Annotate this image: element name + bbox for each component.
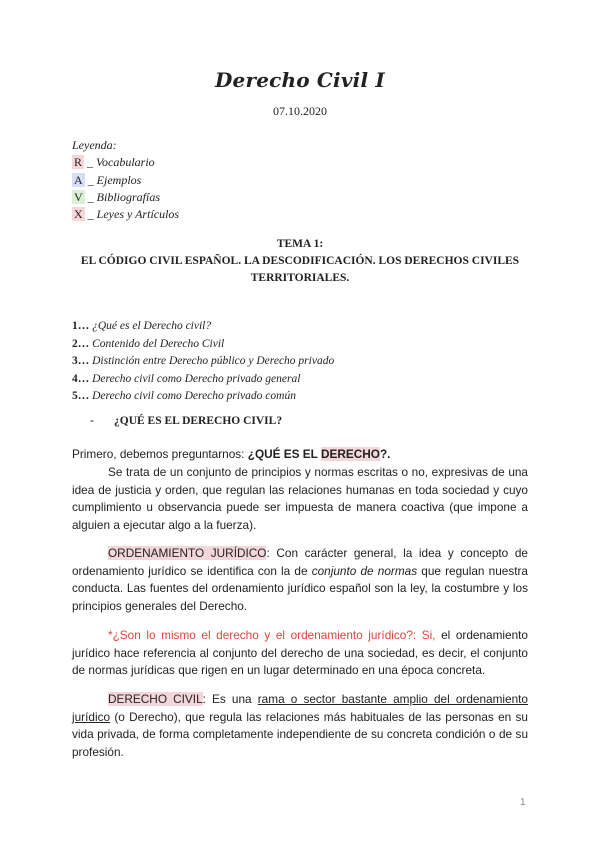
derecho-civil-text-end: (o Derecho), que regula las relaciones más habituales de las personas en su vida privada, de forma completamente independiente de su concreta condición o de su profesión. [72,709,528,759]
legend-item-ejemplos [72,172,179,189]
toc-number: 5… [72,390,90,403]
toc-text: Contenido del Derecho Civil [89,337,225,350]
italic-conjunto-de-normas: conjunto de normas [311,563,418,578]
legend [72,137,179,223]
ordenamiento-text-end: que regulan nuestra conducta. Las fuentes del ordenamiento jurídico español son la ley, la costumbre y los principios generales del Derecho. [72,563,528,613]
toc-text: ¿Qué es el Derecho civil? [89,320,212,332]
tema-heading [60,236,540,287]
legend-item-vocabulario [72,154,179,171]
toc-item [72,388,334,406]
tema-title-line1: EL CÓDIGO CIVIL ESPAÑOL. LA DESCODIFICACIÓN. LOS DERECHOS CIVILES [80,255,520,267]
toc-text: Derecho civil como Derecho privado general [89,372,301,385]
legend-code: V [74,189,83,204]
legend-label: _ Vocabulario [87,155,155,170]
legend-label: _ Leyes y Artículos [87,207,180,222]
legend-label: _ Bibliografías [87,189,161,204]
toc-number: 4… [72,372,90,385]
underlined-definition: rama o sector bastante amplio del ordenamiento jurídico [72,692,528,724]
legend-code: R [74,155,83,170]
paragraph-question [72,627,528,680]
legend-heading: Leyenda: [72,138,117,152]
legend-code: X [74,207,83,222]
paragraph-ordenamiento [72,545,528,615]
toc-text: Derecho civil como Derecho privado común [89,390,296,403]
term-derecho-civil: DERECHO CIVIL [108,692,203,706]
intro-question-end: ?. [379,447,391,461]
legend-label: _ Ejemplos [87,172,142,187]
section-heading [90,415,282,427]
table-of-contents [72,318,334,406]
toc-number: 3… [72,355,90,368]
section-heading-text: ¿QUÉ ES EL DERECHO CIVIL? [114,415,283,427]
red-question: *¿Son lo mismo el derecho y el ordenamiento jurídico?: Si, [108,628,436,642]
bullet-dash: - [90,415,94,427]
paragraph-intro [72,446,528,464]
legend-item-bibliografias [72,189,179,206]
legend-code: A [74,172,83,187]
term-ordenamiento-juridico: ORDENAMIENTO JURÍDICO [108,546,267,560]
ordenamiento-text: : Con carácter general, la idea y concepto de ordenamiento jurídico se identifica con la de [72,546,528,578]
term-derecho: DERECHO [320,447,380,461]
tema-label: TEMA 1: [276,238,324,250]
toc-item [72,318,334,336]
document-date: 07.10.2020 [273,104,327,118]
toc-item [72,336,334,354]
question-answer-text: el ordenamiento jurídico hace referencia al conjunto del derecho de una sociedad, es decir, el conjunto de normas jurídicas que rigen en un lugar determinado en una época concreta. [72,628,528,678]
intro-lead: Primero, debemos preguntarnos: [72,447,248,461]
document-title: Derecho Civil I [214,68,385,92]
paragraph-derecho-civil [72,691,528,761]
toc-text: Distinción entre Derecho público y Derecho privado [89,355,335,368]
legend-item-leyes [72,206,179,223]
page-number: 1 [520,797,526,808]
toc-item [72,353,334,371]
paragraph-definition: Se trata de un conjunto de principios y normas escritas o no, expresivas de una idea de justicia y orden, que regulan las relaciones humanas en toda sociedad y cuyo cumplimiento u observancia puede ser impuesta de manera coactiva (que impone a alguien a ejecutar algo a la fuerza). [72,465,528,532]
toc-number: 1… [72,320,90,332]
derecho-civil-text: : Es una [202,692,258,706]
intro-question: ¿QUÉ ES EL [247,447,321,461]
tema-title-line2: TERRITORIALES. [250,272,350,284]
toc-number: 2… [72,337,90,350]
toc-item [72,371,334,389]
